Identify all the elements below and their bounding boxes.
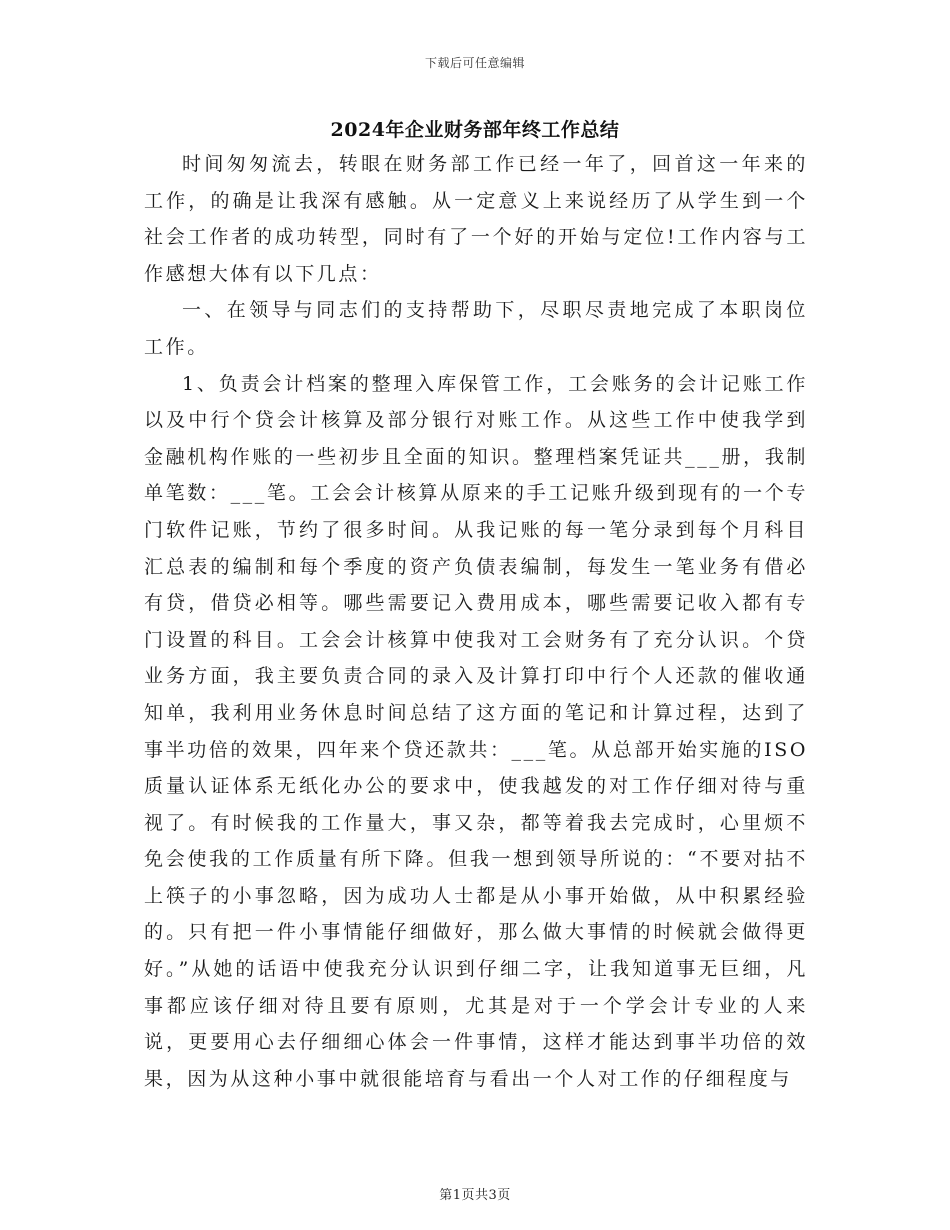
- page-indicator: 第1页共3页: [439, 1188, 511, 1203]
- document-body: [144, 146, 808, 1097]
- paragraph-section-one: 一、在领导与同志们的支持帮助下，尽职尽责地完成了本职岗位工作。: [144, 299, 808, 358]
- paragraph-intro: 时间匆匆流去，转眼在财务部工作已经一年了，回首这一年来的工作，的确是让我深有感触。从一定意义上来说经历了从学生到一个社会工作者的成功转型，同时有了一个好的开始与定位!工作内容与工作感想大体有以下几点：: [144, 153, 808, 285]
- document-title: 2024年企业财务部年终工作总结: [330, 119, 620, 141]
- paragraph-item-one: 1、负责会计档案的整理入库保管工作，工会账务的会计记账工作以及中行个贷会计核算及部分银行对账工作。从这些工作中使我学到金融机构作账的一些初步且全面的知识。整理档案凭证共___册，我制单笔数：___笔。工会会计核算从原来的手工记账升级到现有的一个专门软件记账，节约了很多时间。从我记账的每一笔分录到每个月科目汇总表的编制和每个季度的资产负债表编制，每发生一笔业务有借必有贷，借贷必相等。哪些需要记入费用成本，哪些需要记收入都有专门设置的科目。工会会计核算中使我对工会财务有了充分认识。个贷业务方面，我主要负责合同的录入及计算打印中行个人还款的催收通知单，我利用业务休息时间总结了这方面的笔记和计算过程，达到了事半功倍的效果，四年来个贷还款共：___笔。从总部开始实施的ISO质量认证体系无纸化办公的要求中，使我越发的对工作仔细对待与重视了。有时候我的工作量大，事又杂，都等着我去完成时，心里烦不免会使我的工作质量有所下降。但我一想到领导所说的：“不要对拈不上筷子的小事忽略，因为成功人士都是从小事开始做，从中积累经验的。只有把一件小事情能仔细做好，那么做大事情的时候就会做得更好。”从她的话语中使我充分认识到仔细二字，让我知道事无巨细，凡事都应该仔细对待且要有原则，尤其是对于一个学会计专业的人来说，更要用心去仔细细心体会一件事情，这样才能达到事半功倍的效果，因为从这种小事中就很能培育与看出一个人对工作的仔细程度与: [144, 372, 808, 1090]
- header-note: 下载后可任意编辑: [424, 56, 525, 70]
